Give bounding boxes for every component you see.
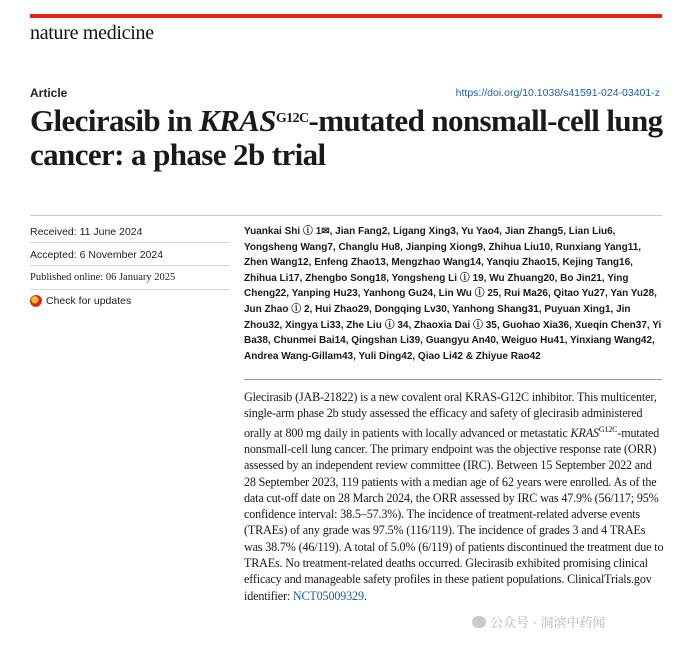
watermark-text: 公众号 · 洞滨中药闻 — [490, 615, 606, 630]
accepted-date: Accepted: 6 November 2024 — [30, 249, 164, 261]
published-date: Published online: 06 January 2025 — [30, 272, 176, 283]
received-date: Received: 11 June 2024 — [30, 226, 143, 238]
journal-name[interactable]: nature medicine — [30, 22, 154, 44]
abstract-mutation: G12C — [598, 424, 618, 434]
abstract-text-b: -mutated nonsmall-cell lung cancer. The primary endpoint was the objective response rate (ORR) assessed by an independent review committee (IRC). Between 15 September 2022 and 28 September 2023, 119 patients with a median age of 62 years were enrolled. As of the data cut-off date on 28 March 2024, the ORR assessed by IRC was 47.9% (56/117; 95% confidence interval: 38.5–57.3%). The incidence of treatment-related adverse events (TRAEs) of any grade was 97.5% (116/119). The incidence of grades 3 and 4 TRAEs was 38.7% (46/119). A total of 5.0% (6/119) of patients discontinued the treatment due to TRAEs. No treatment-related deaths occurred. Glecirasib exhibited promising clinical efficacy and manageable safety profiles in these patient populations. ClinicalTrials.gov identifier: — [244, 425, 664, 603]
abstract-divider — [244, 379, 662, 380]
check-for-updates-button[interactable] — [30, 295, 131, 307]
check-for-updates-icon — [30, 295, 42, 307]
check-for-updates-label: Check for updates — [46, 295, 132, 307]
title-mutation: G12C — [275, 111, 309, 126]
meta-divider — [30, 289, 230, 290]
article-title — [30, 104, 670, 172]
article-type-label: Article — [30, 86, 68, 100]
watermark — [472, 612, 606, 631]
journal-header-bar — [30, 14, 662, 18]
wechat-icon — [472, 616, 486, 628]
abstract — [244, 389, 664, 604]
title-part-1: Glecirasib in — [30, 103, 199, 138]
doi-link[interactable]: https://doi.org/10.1038/s41591-024-03401-z — [455, 87, 660, 99]
title-divider — [30, 215, 662, 216]
abstract-gene: KRAS — [570, 425, 599, 440]
abstract-text-a: Glecirasib (JAB-21822) is a new covalent oral KRAS-G12C inhibitor. This multicenter, single-arm phase 2b study assessed the efficacy and safety of glecirasib administered orally at 800 mg daily in patients with locally advanced or metastatic — [244, 390, 657, 440]
title-part-2: -mutated nonsmall-cell lung cancer: a phase 2b trial — [30, 103, 663, 172]
abstract-end: . — [363, 588, 367, 603]
title-gene: KRAS — [199, 103, 276, 138]
clinical-trial-link[interactable]: NCT05009329 — [292, 588, 364, 603]
meta-divider — [30, 242, 230, 243]
meta-divider — [30, 265, 230, 266]
author-list: Yuankai Shi ⓘ 1✉, Jian Fang2, Ligang Xing3, Yu Yao4, Jian Zhang5, Lian Liu6, Yongsheng Wang7, Changlu Hu8, Jianping Xiong9, Zhihua Liu10, Runxiang Yang11, Zhen Wang12, Enfeng Zhao13, Mengzhao Wang14, Yanqiu Zhao15, Kejing Tang16, Zhihua Li17, Zhengbo Song18, Yongsheng Li ⓘ 19, Wu Zhuang20, Bo Jin21, Ying Cheng22, Yanping Hu23, Yanhong Gu24, Lin Wu ⓘ 25, Rui Ma26, Qitao Yu27, Yan Yu28, Jun Zhao ⓘ 2, Hui Zhao29, Dongqing Lv30, Yanhong Shang31, Puyuan Xing1, Jin Zhou32, Xingya Li33, Zhe Liu ⓘ 34, Zhaoxia Dai ⓘ 35, Guohao Xia36, Xueqin Chen37, Yi Ba38, Chunmei Bai14, Qingshan Li39, Guangyu An40, Weiguo Hu41, Yinxiang Wang42, Andrea Wang-Gillam43, Yuli Ding42, Qiao Li42 & Zhiyue Rao42 — [244, 226, 662, 362]
